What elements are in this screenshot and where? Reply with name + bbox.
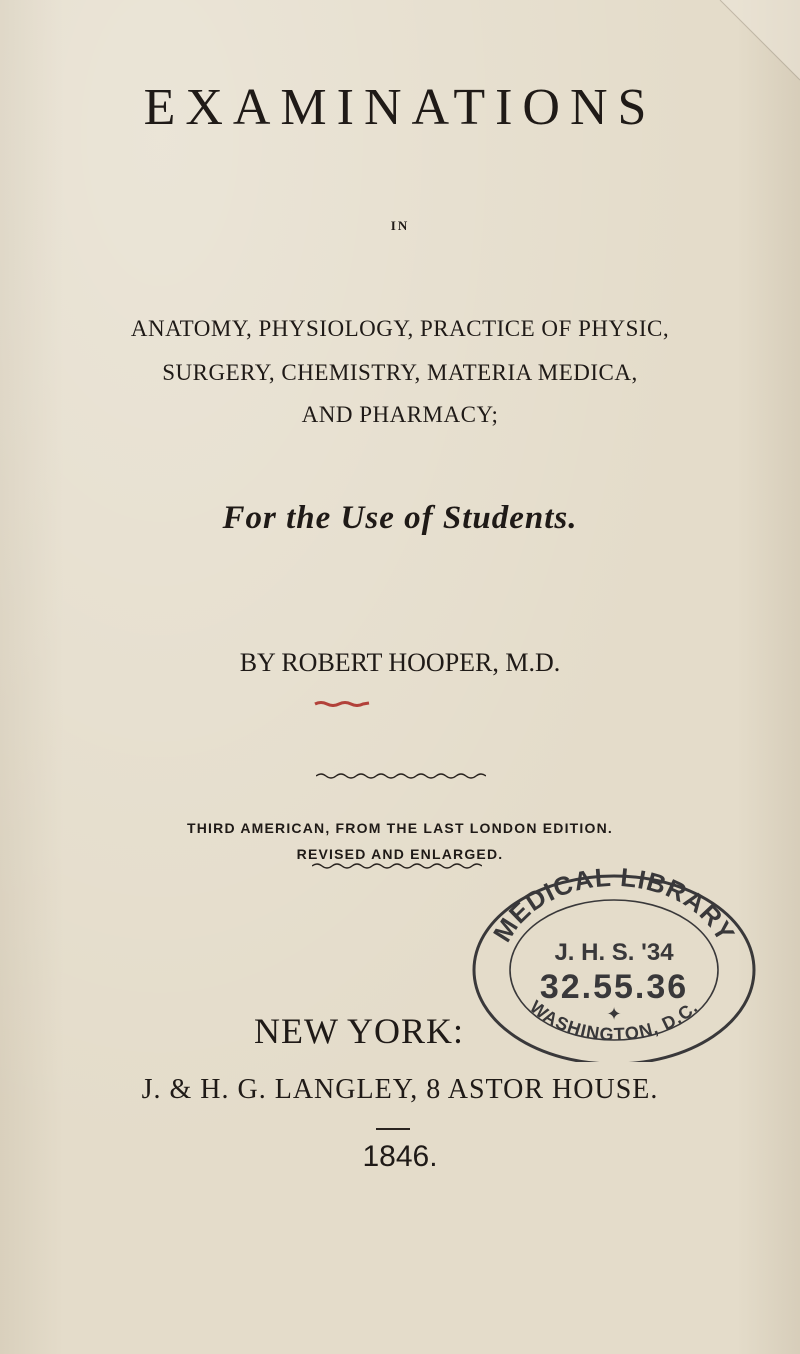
library-stamp xyxy=(468,862,760,1062)
dedication-line: For the Use of Students. xyxy=(222,500,578,536)
author-line: BY ROBERT HOOPER, M.D. xyxy=(239,648,561,677)
short-rule xyxy=(376,1128,410,1130)
red-underline-flourish xyxy=(313,700,371,707)
ornamental-rule xyxy=(316,772,486,780)
book-title: EXAMINATIONS xyxy=(143,79,657,136)
stamp-star-icon: ✦ xyxy=(606,1004,622,1024)
publication-year: 1846. xyxy=(362,1140,438,1173)
edition-line: THIRD AMERICAN, FROM THE LAST LONDON EDITION. xyxy=(186,820,614,836)
stamp-handwritten-line-2: 32.55.36 xyxy=(539,968,689,1006)
stamp-bottom-text: WASHINGTON, D.C. xyxy=(526,996,702,1045)
subject-line: AND PHARMACY; xyxy=(301,402,499,427)
revision-line: REVISED AND ENLARGED. xyxy=(296,846,504,862)
subject-line: ANATOMY, PHYSIOLOGY, PRACTICE OF PHYSIC, xyxy=(130,316,670,341)
title-preposition: IN xyxy=(390,218,410,233)
imprint-city: NEW YORK: xyxy=(254,1011,464,1051)
subject-line: SURGERY, CHEMISTRY, MATERIA MEDICA, xyxy=(162,360,638,385)
ornamental-rule xyxy=(312,862,482,870)
publisher-line: J. & H. G. LANGLEY, 8 ASTOR HOUSE. xyxy=(141,1074,659,1105)
stamp-top-text: MEDICAL LIBRARY xyxy=(487,862,742,948)
stamp-handwritten-line-1: J. H. S. '34 xyxy=(554,939,674,966)
